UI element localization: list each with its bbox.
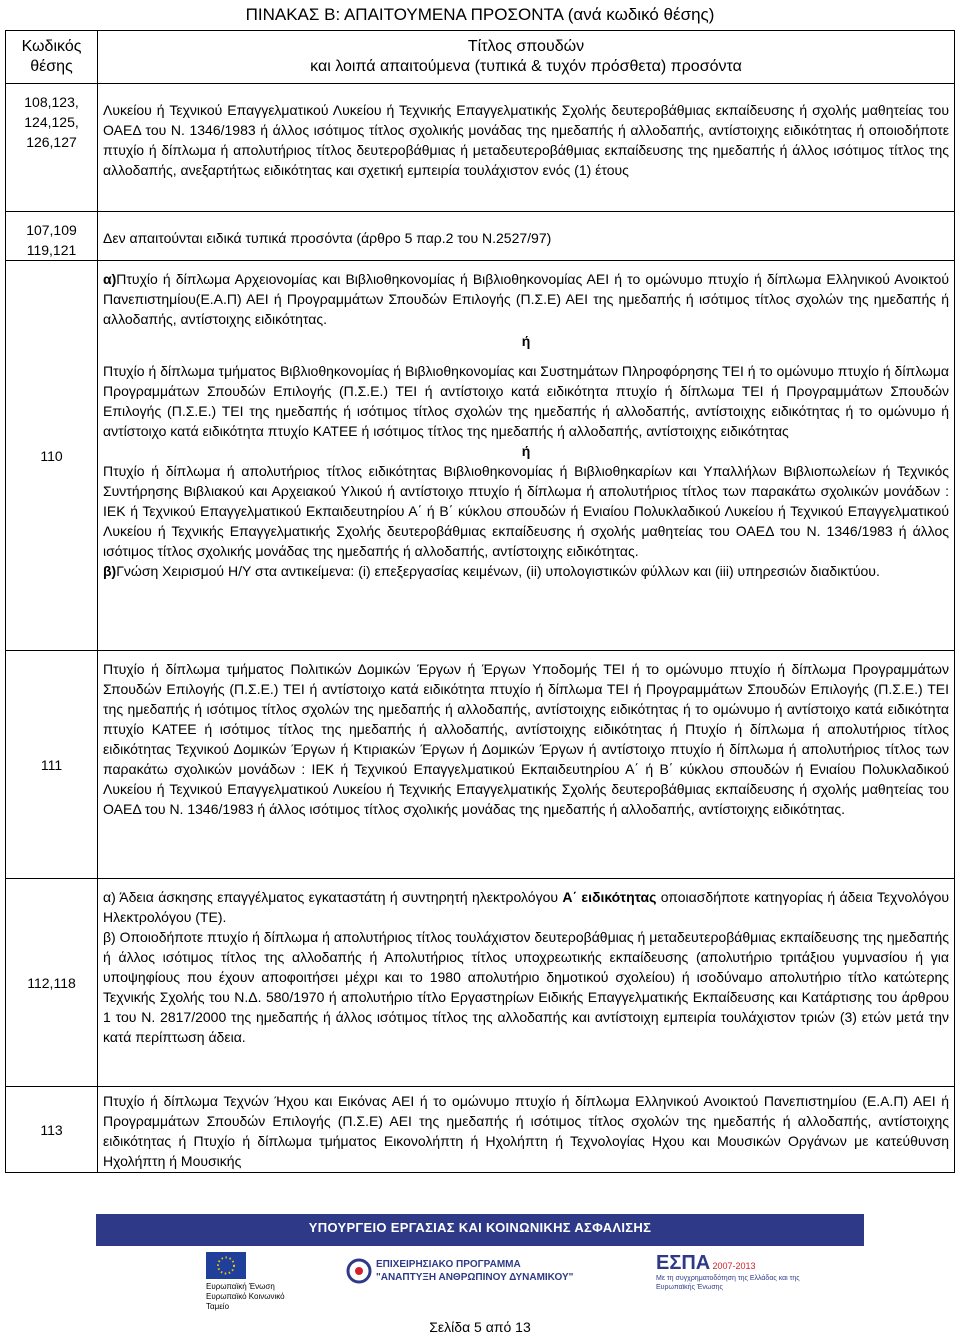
qualification-text: οποιασδήποτε κατηγορίας ή άδεια Τεχνολόγου Ηλεκτρολόγου (ΤΕ). xyxy=(103,889,950,925)
header-code-cell xyxy=(6,31,98,84)
espa-years: 2007-2013 xyxy=(712,1261,756,1271)
qualification-text: Δεν απαιτούνται ειδικά τυπικά προσόντα (άρθρο 5 παρ.2 του Ν.2527/97) xyxy=(103,230,552,246)
header-code-line2: θέσης xyxy=(30,58,73,75)
qualification-cell xyxy=(98,212,955,261)
position-code-cell xyxy=(6,879,98,1087)
qualification-text: Πτυχίο ή δίπλωμα Αρχειονομίας και Βιβλιοθηκονομίας ή Βιβλιοθηκονομίας ΑΕΙ ή το ομώνυμο πτυχίο ή δίπλωμα Ελληνικού Ανοικτού Πανεπιστημίου(Ε.Α.Π) ΑΕΙ ή Προγραμμάτων Σπουδών Επιλογής (Π.Σ.Ε) ΑΕΙ της ημεδαπής ή ισότιμος τίτλος σχολών της ημεδαπής ή αλλοδαπής, αντίστοιχης ειδικότητας. xyxy=(103,271,949,327)
qualification-text: α) Άδεια άσκησης επαγγέλματος εγκαταστάτη ή συντηρητή ηλεκτρολόγου xyxy=(103,889,563,905)
position-code: 124,125, xyxy=(24,114,79,130)
position-code-cell xyxy=(6,261,98,651)
qualifications-table xyxy=(5,30,955,1173)
position-code-cell xyxy=(6,1087,98,1173)
header-code-line1: Κωδικός xyxy=(21,38,82,55)
position-code: 113 xyxy=(40,1121,63,1138)
position-code-cell xyxy=(6,84,98,212)
table-row xyxy=(6,212,955,261)
or-separator: ή xyxy=(521,333,531,349)
program-title: ΕΠΙΧΕΙΡΗΣΙΑΚΟ ΠΡΟΓΡΑΜΜΑ xyxy=(376,1259,521,1270)
position-code: 108,123, xyxy=(24,94,79,110)
qualification-b xyxy=(103,561,949,581)
qualification-cell xyxy=(98,84,955,212)
position-code: 126,127 xyxy=(26,134,77,150)
position-code-cell xyxy=(6,212,98,261)
qualification-text: Πτυχίο ή δίπλωμα τμήματος Βιβλιοθηκονομίας ή Βιβλιοθηκονομίας και Συστημάτων Πληροφόρησης ΤΕΙ ή το ομώνυμο πτυχίο ή δίπλωμα Προγραμμάτων Σπουδών Επιλογής (Π.Σ.Ε.) ΤΕΙ ή αντίστοιχο κατά ειδικότητα πτυχίο ή δίπλωμα ΤΕΙ ή Προγραμμάτων Σπουδών Επιλογής (Π.Σ.Ε.) ΤΕΙ της ημεδαπής ή ισότιμος τίτλος σχολών της ημεδαπής ή αλλοδαπής, αντίστοιχης ειδικότητας ή το ομώνυμο ή αντίστοιχο κατά ειδικότητα πτυχίο ΚΑΤΕΕ ή ισότιμος τίτλος της ημεδαπής ή αλλοδαπής, αντίστοιχης ειδικότητας xyxy=(103,363,949,439)
qualification-text: Γνώση Χειρισμού Η/Υ στα αντικείμενα: (i) επεξεργασίας κειμένων, (ii) υπολογιστικών φύλλων και (iii) υπηρεσιών διαδικτύου. xyxy=(116,563,880,579)
table-row xyxy=(6,84,955,212)
specialty-bold: Α΄ ειδικότητας xyxy=(562,889,657,905)
table-row xyxy=(6,1087,955,1173)
eu-label: Ευρωπαϊκή Ένωση xyxy=(206,1282,275,1291)
qualification-cell xyxy=(98,1087,955,1173)
position-code: 110 xyxy=(40,447,63,464)
esf-label: Ευρωπαϊκό Κοινωνικό Ταμείο xyxy=(206,1292,285,1311)
eu-flag-logo xyxy=(206,1252,306,1312)
espa-logo xyxy=(656,1252,826,1292)
position-code: 119,121 xyxy=(26,242,77,258)
qualification-cell xyxy=(98,261,955,651)
position-code-cell xyxy=(6,651,98,879)
position-code: 112,118 xyxy=(27,974,76,991)
qualification-text: Πτυχίο ή δίπλωμα ή απολυτήριος τίτλος ειδικότητας Βιβλιοθηκονομίας ή Βιβλιοθηκαρίων και Υπαλλήλων Βιβλιοπωλείων ή Τεχνικός Συντήρησης Βιβλιακού και Αρχειακού Υλικού ή αντίστοιχο πτυχίο ή δίπλωμα ή απολυτήριος τίτλος των παρακάτω σχολικών μονάδων : ΙΕΚ ή Τεχνικού Επαγγελματικού Εκπαιδευτηρίου Α΄ ή Β΄ κύκλου σπουδών ή Ενιαίου Πολυκλαδικού Λυκείου ή Τεχνικού Επαγγελματικού Λυκείου ή Τεχνικής Επαγγελματικής Σχολής δευτεροβάθμιας εκπαίδευσης ή σχολής μαθητείας του ΟΑΕΔ του Ν. 1346/1983 ή άλλος ισότιμος τίτλος σχολικής μονάδας της ημεδαπής ή αλλοδαπής, αντίστοιχης ειδικότητας. xyxy=(103,463,949,559)
qualification-text: β) Οποιοδήποτε πτυχίο ή δίπλωμα ή απολυτήριος τίτλος τουλάχιστον δευτεροβάθμιας ή μεταδευτεροβάθμιας εκπαίδευσης της ημεδαπής ή άλλος ισότιμος τίτλος της αλλοδαπής ή Απολυτήριος τίτλος υποχρεωτικής εκπαίδευσης (απολυτήριο τριτάξιου γυμνασίου ή για υποψηφίους που έχουν αποφοιτήσει μέχρι και το 1980 απολυτήριο δημοτικού σχολείου) ή ισοδύναμο απολυτήριο τίτλο κατώτερης Τεχνικής Σχολής του Ν.Δ. 580/1970 ή απολυτήριο τίτλο Εργαστηρίων Ειδικής Επαγγελματικής Εκπαίδευσης και Κατάρτισης του άρθρου 1 του Ν. 2817/2000 της ημεδαπής ή άλλος ισότιμος τίτλος της αλλοδαπής και αντίστοιχη εμπειρία τουλάχιστον τριών (3) ετών μετά την κατά περίπτωση άδεια. xyxy=(103,929,949,1045)
qualification-text: Πτυχίο ή δίπλωμα τμήματος Πολιτικών Δομικών Έργων ή Έργων Υποδομής ΤΕΙ ή το ομώνυμο πτυχίο ή δίπλωμα Προγραμμάτων Σπουδών Επιλογής (Π.Σ.Ε.) ΤΕΙ ή αντίστοιχο κατά ειδικότητα πτυχίο ή δίπλωμα ΤΕΙ ή Προγραμμάτων Σπουδών Επιλογής (Π.Σ.Ε.) ΤΕΙ της ημεδαπής ή ισότιμος τίτλος σχολών της ημεδαπής ή αλλοδαπής, αντίστοιχης ειδικότητας ή το ομώνυμο ή αντίστοιχο κατά ειδικότητα πτυχίο ΚΑΤΕΕ ή ισότιμος τίτλος της ημεδαπής ή αλλοδαπής, αντίστοιχης ειδικότητας ή Πτυχίο ή δίπλωμα ή απολυτήριος τίτλος ειδικότητας Τεχνικού Δομικών Έργων ή Κτιριακών Έργων ή Δομικών Έργων ή αντίστοιχο πτυχίο ή δίπλωμα ή απολυτήριος τίτλος των παρακάτω σχολικών μονάδων : ΙΕΚ ή Τεχνικού Επαγγελματικού Εκπαιδευτηρίου Α΄ ή Β΄ κύκλου σπουδών ή Ενιαίου Πολυκλαδικού Λυκείου ή Τεχνικού Επαγγελματικού Λυκείου ή Τεχνικής Επαγγελματικής Σχολής δευτεροβάθμιας εκπαίδευσης ή σχολής μαθητείας του ΟΑΕΔ του Ν. 1346/1983 ή άλλος ισότιμος τίτλος σχολικής μονάδας της ημεδαπής ή αλλοδαπής, αντίστοιχης ειδικότητας. xyxy=(103,661,949,817)
table-header-row xyxy=(6,31,955,84)
table-row xyxy=(6,261,955,651)
page-number: Σελίδα 5 από 13 xyxy=(429,1319,531,1335)
program-emblem-icon xyxy=(346,1258,372,1284)
position-code: 111 xyxy=(40,756,63,773)
table-title: ΠΙΝΑΚΑΣ Β: ΑΠΑΙΤΟΥΜΕΝΑ ΠΡΟΣΟΝΤΑ (ανά κωδικό θέσης) xyxy=(245,5,715,24)
qualification-text: Λυκείου ή Τεχνικού Επαγγελματικού Λυκείου ή Τεχνικής Επαγγελματικής Σχολής δευτεροβάθμιας εκπαίδευσης ή σχολής μαθητείας του ΟΑΕΔ του Ν. 1346/1983 ή άλλος ισότιμος τίτλος σχολικής μονάδας της ημεδαπής ή αλλοδαπής, αντίστοιχης ειδικότητας ή οποιοδήποτε πτυχίο ή δίπλωμα ή απολυτήριος τίτλος δευτεροβάθμιας ή μεταδευτεροβάθμιας εκπαίδευσης της ημεδαπής ή άλλος ισότιμος τίτλος της αλλοδαπής, ανεξαρτήτως ειδικότητας και σχετική εμπειρία τουλάχιστον ενός (1) έτους xyxy=(103,102,949,178)
table-row xyxy=(6,651,955,879)
qualification-a xyxy=(103,887,949,927)
table-row xyxy=(6,879,955,1087)
espa-wordmark: ΕΣΠΑ xyxy=(656,1252,711,1274)
or-separator: ή xyxy=(521,443,531,459)
header-title-cell xyxy=(98,31,955,84)
header-title-line1: Τίτλος σπουδών xyxy=(467,38,585,55)
header-title-line2: και λοιπά απαιτούμενα (τυπικά & τυχόν πρόσθετα) προσόντα xyxy=(310,58,742,75)
program-logo xyxy=(346,1258,606,1284)
qualification-a xyxy=(103,269,949,329)
eu-flag-icon xyxy=(206,1252,246,1279)
position-code: 107,109 xyxy=(26,222,77,238)
banner-logos xyxy=(96,1244,864,1311)
qualification-text: Πτυχίο ή δίπλωμα Τεχνών Ήχου και Εικόνας ΑΕΙ ή το ομώνυμο πτυχίο ή δίπλωμα Ελληνικού Ανοικτού Πανεπιστημίου (Ε.Α.Π) ΑΕΙ ή Προγραμμάτων Σπουδών Επιλογής (Π.Σ.Ε) ΑΕΙ της ημεδαπής ή ισότιμος τίτλος σχολών της ημεδαπής ή αλλοδαπής, αντίστοιχης ειδικότητας ή Πτυχίο ή δίπλωμα τμήματος Εικονολήπτη ή Ηχολήπτη ή Τεχνολογίας Ηχου και Μουσικών Οργάνων με κατεύθυνση Ηχολήπτη ή Μουσικής xyxy=(103,1093,949,1169)
qualification-cell xyxy=(98,879,955,1087)
ministry-name: ΥΠΟΥΡΓΕΙΟ ΕΡΓΑΣΙΑΣ ΚΑΙ ΚΟΙΝΩΝΙΚΗΣ ΑΣΦΑΛΙΣΗΣ xyxy=(308,1220,652,1235)
qualification-cell xyxy=(98,651,955,879)
cofunding-text: Με τη συγχρηματοδότηση της Ελλάδας και της Ευρωπαϊκής Ένωσης xyxy=(656,1275,800,1291)
program-subtitle: "ΑΝΑΠΤΥΞΗ ΑΝΘΡΩΠΙΝΟΥ ΔΥΝΑΜΙΚΟΥ" xyxy=(376,1272,574,1283)
item-label-b: β) xyxy=(103,563,117,579)
funding-banner xyxy=(96,1214,864,1311)
item-label-a: α) xyxy=(103,271,117,287)
